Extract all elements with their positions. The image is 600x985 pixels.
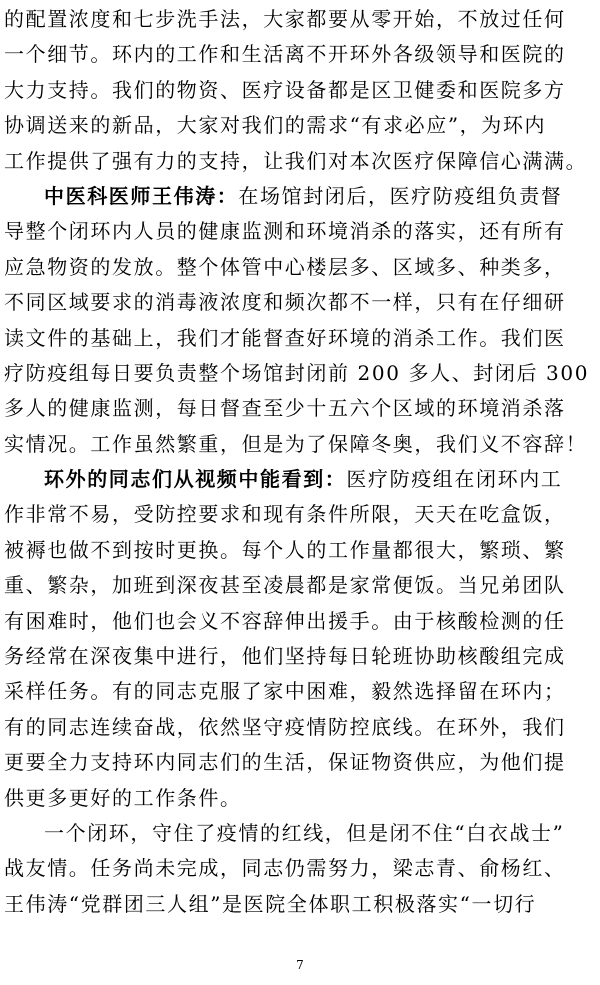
text-line: 应急物资的发放。整个体管中心楼层多、区域多、种类多， <box>4 254 566 279</box>
text-line: 工作提供了强有力的支持，让我们对本次医疗保障信心满满。 <box>4 148 588 173</box>
paragraph-lead: 环外的同志们从视频中能看到： <box>44 467 347 492</box>
text-line: 被褥也做不到按时更换。每个人的工作量都很大，繁琐、繁 <box>4 537 566 562</box>
paragraph-1 <box>4 2 596 179</box>
text-line <box>4 462 596 497</box>
text-line: 作非常不易，受防控要求和现有条件所限，天天在吃盒饭， <box>4 502 566 527</box>
text-line: 大力支持。我们的物资、医疗设备都是区卫健委和医院多方 <box>4 77 566 102</box>
text-line: 导整个闭环内人员的健康监测和环境消杀的落实，还有所有 <box>4 219 566 244</box>
text-line-rest: 医疗防疫组在闭环内工 <box>346 467 563 492</box>
text-line: 实情况。工作虽然繁重，但是为了保障冬奥，我们义不容辞！ <box>4 431 588 456</box>
text-line: 战友情。任务尚未完成，同志仍需努力，梁志青、俞杨红、 <box>4 856 566 881</box>
text-line: 疗防疫组每日要负责整个场馆封闭前 200 多人、封闭后 300 <box>4 360 590 385</box>
text-line: 采样任务。有的同志克服了家中困难，毅然选择留在环内； <box>4 679 566 704</box>
text-line: 有的同志连续奋战，依然坚守疫情防控底线。在环外，我们 <box>4 714 566 739</box>
text-line: 不同区域要求的消毒液浓度和频次都不一样，只有在仔细研 <box>4 290 566 315</box>
paragraph-4 <box>4 816 596 922</box>
paragraph-2 <box>4 179 596 462</box>
text-line: 供更多更好的工作条件。 <box>4 785 242 810</box>
text-line: 一个闭环，守住了疫情的红线，但是闭不住“白衣战士” <box>44 820 565 845</box>
text-line-rest: 在场馆封闭后，医疗防疫组负责督 <box>238 183 563 208</box>
text-line: 更要全力支持环内同志们的生活，保证物资供应，为他们提 <box>4 750 566 775</box>
document-page <box>4 2 596 922</box>
text-line: 协调送来的新品，大家对我们的需求“有求必应”，为环内 <box>4 113 547 138</box>
text-line: 读文件的基础上，我们才能督查好环境的消杀工作。我们医 <box>4 325 566 350</box>
text-line <box>4 179 596 214</box>
page-number: 7 <box>296 958 304 972</box>
paragraph-3 <box>4 462 596 816</box>
text-line: 多人的健康监测，每日督查至少十五六个区域的环境消杀落 <box>4 396 566 421</box>
text-line: 王伟涛“党群团三人组”是医院全体职工积极落实“一切行 <box>4 891 537 916</box>
text-line: 的配置浓度和七步洗手法，大家都要从零开始，不放过任何 <box>4 7 566 31</box>
paragraph-lead: 中医科医师王伟涛： <box>44 183 239 208</box>
text-line: 务经常在深夜集中进行，他们坚持每日轮班协助核酸组完成 <box>4 644 566 669</box>
text-line: 重、繁杂，加班到深夜甚至凌晨都是家常便饭。当兄弟团队 <box>4 573 566 598</box>
text-line: 有困难时，他们也会义不容辞伸出援手。由于核酸检测的任 <box>4 608 566 633</box>
text-line: 一个细节。环内的工作和生活离不开环外各级领导和医院的 <box>4 42 566 67</box>
